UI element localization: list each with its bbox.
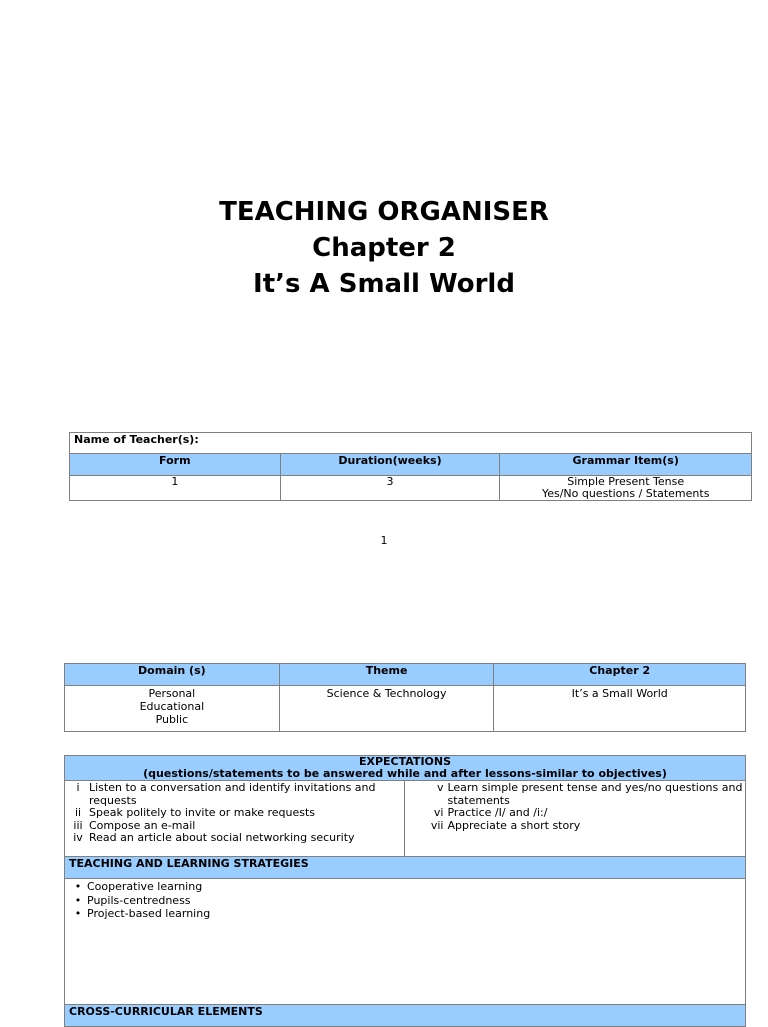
expectation-num: vi xyxy=(433,806,444,819)
document-title xyxy=(0,194,768,302)
theme-header: Theme xyxy=(279,664,494,686)
teacher-name-label: Name of Teacher(s): xyxy=(70,433,752,454)
duration-header: Duration(weeks) xyxy=(280,454,500,476)
grammar-header: Grammar Item(s) xyxy=(500,454,752,476)
grammar-line-2: Yes/No questions / Statements xyxy=(541,487,710,500)
expectation-num: v xyxy=(436,781,444,794)
expectations-title: EXPECTATIONS xyxy=(358,755,452,768)
expectation-item xyxy=(67,782,402,807)
duration-value: 3 xyxy=(280,476,500,501)
bullet-icon: • xyxy=(74,907,82,920)
domain-values xyxy=(65,686,280,732)
expectation-num: iii xyxy=(73,818,83,832)
expectation-item xyxy=(407,782,743,807)
expectation-item xyxy=(407,820,743,833)
theme-value: Science & Technology xyxy=(279,686,494,732)
bullet-icon: • xyxy=(74,880,82,893)
title-line-1: TEACHING ORGANISER xyxy=(219,197,549,227)
expectation-item xyxy=(407,807,743,820)
list-item xyxy=(69,880,741,894)
grammar-line-1: Simple Present Tense xyxy=(567,475,685,488)
expectations-header xyxy=(65,756,746,781)
expectation-text: Read an article about social networking security xyxy=(89,831,355,844)
expectations-left xyxy=(65,781,405,857)
title-line-2: Chapter 2 xyxy=(312,233,456,263)
expectation-num: ii xyxy=(74,806,82,819)
form-value: 1 xyxy=(70,476,281,501)
list-item xyxy=(69,894,741,908)
expectation-text: Practice /I/ and /i:/ xyxy=(447,806,548,819)
domain-item: Personal xyxy=(148,687,196,700)
info-table xyxy=(69,432,752,501)
expectations-table xyxy=(64,755,746,1027)
strategy-text: Project-based learning xyxy=(87,907,211,920)
expectation-num: vii xyxy=(430,818,444,832)
expectation-num: i xyxy=(76,781,80,794)
expectation-text: Learn simple present tense and yes/no questions and statements xyxy=(447,781,743,807)
strategy-text: Pupils-centredness xyxy=(87,893,191,907)
expectations-right xyxy=(405,781,746,857)
chapter-value: It’s a Small World xyxy=(494,686,746,732)
expectation-text: Appreciate a short story xyxy=(447,818,581,832)
bullet-icon: • xyxy=(74,893,82,907)
expectation-text: Speak politely to invite or make requests xyxy=(89,806,316,819)
expectation-text: Listen to a conversation and identify invitations and requests xyxy=(89,781,376,807)
strategies-header: TEACHING AND LEARNING STRATEGIES xyxy=(65,857,746,879)
chapter-header: Chapter 2 xyxy=(494,664,746,686)
list-item xyxy=(69,907,741,921)
strategy-text: Cooperative learning xyxy=(87,880,203,893)
expectations-subtitle: (questions/statements to be answered while and after lessons-similar to objectives) xyxy=(143,767,667,780)
expectation-item xyxy=(67,807,402,820)
form-header: Form xyxy=(70,454,281,476)
expectation-num: iv xyxy=(73,831,83,844)
grammar-value xyxy=(500,476,752,501)
page-number: 1 xyxy=(380,534,388,547)
cross-curricular-header: CROSS-CURRICULAR ELEMENTS xyxy=(65,1005,746,1027)
expectation-item xyxy=(67,832,402,845)
strategies-list xyxy=(65,879,746,1005)
title-line-3: It’s A Small World xyxy=(253,269,515,299)
expectation-text: Compose an e-mail xyxy=(89,818,196,832)
domain-header: Domain (s) xyxy=(65,664,280,686)
domain-item: Educational xyxy=(139,700,205,713)
domain-item: Public xyxy=(155,713,189,726)
domain-table xyxy=(64,663,746,732)
